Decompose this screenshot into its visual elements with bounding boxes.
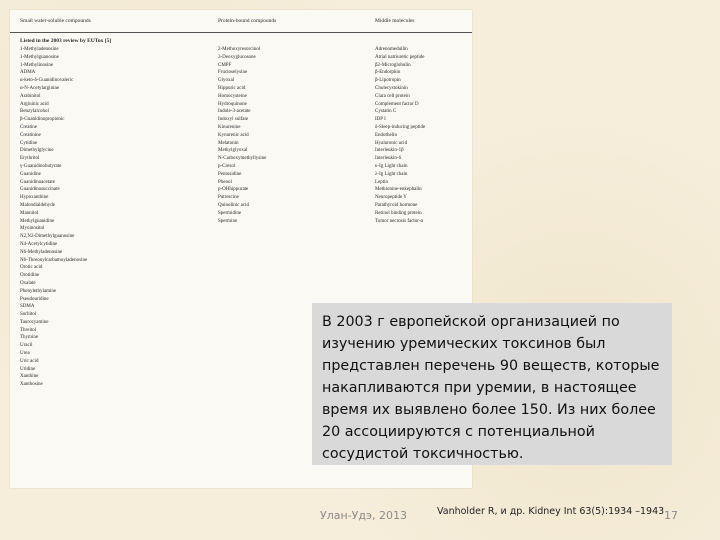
table-cell: Cholecystokinin — [375, 85, 408, 91]
table-cell: Indoxyl sulfate — [218, 117, 249, 123]
table-cell: Argininic acid — [20, 101, 49, 107]
header-small-water-soluble: Small water-soluble compounds — [20, 18, 91, 24]
table-cell: N2,N2-Dimethylguanosine — [20, 234, 75, 240]
table-cell: κ-Ig Light chain — [375, 163, 408, 169]
table-cell: Spermine — [218, 218, 238, 224]
table-cell: 3-Deoxyglucosone — [218, 54, 256, 60]
table-cell: β2-Microglobulin — [375, 62, 411, 68]
table-cell: 1-Methyladenosine — [20, 47, 59, 52]
table-cell: N6-Threonylcarbamoyladenosine — [20, 257, 88, 263]
info-text-box — [312, 303, 672, 465]
footer-reference: Vanholder R, и др. Kidney Int 63(5):1934 –1943 — [437, 506, 665, 517]
table-cell: δ-Sleep-inducing peptide — [375, 124, 426, 130]
table-cell: Sorbitol — [20, 312, 37, 318]
table-cell: Parathyroid hormone — [375, 202, 418, 208]
table-cell: Guanidinosuccinate — [20, 187, 60, 193]
table-cell: Xanthosine — [20, 382, 43, 388]
table-cell: Hypoxanthine — [20, 195, 49, 201]
table-cell: Complement factor D — [375, 101, 419, 107]
table-cell: N-Carboxymethyllysine — [218, 156, 267, 162]
table-cell: Uric acid — [20, 358, 39, 364]
table-cell: p-OHhippurate — [218, 187, 249, 193]
table-cell: Fructoselysine — [218, 70, 248, 76]
table-cell: Malondialdehyde — [20, 202, 55, 208]
table-cell: Myoinositol — [20, 226, 45, 232]
table-cell: Methionine-enkephalin — [375, 187, 422, 193]
table-cell: Retinol binding protein — [375, 210, 422, 216]
table-cell: α-keto-δ-Guanidinovaleric — [20, 78, 74, 84]
table-cell: Methylguanidine — [20, 218, 55, 224]
table-cell: Interleukin-6 — [375, 156, 402, 162]
header-protein-bound: Protein-bound compounds — [218, 18, 277, 24]
table-cell: Pseudouridine — [20, 296, 49, 302]
table-cell: Indole-3-acetate — [218, 109, 251, 115]
table-cell: Dimethylglycine — [20, 148, 54, 154]
table-cell: Adrenomedullin — [375, 47, 408, 52]
column-protein-bound — [218, 46, 266, 225]
table-cell: 1-Methylinosine — [20, 62, 54, 68]
table-cell: Melatonin — [218, 140, 239, 146]
table-cell: Neuropeptide Y — [375, 195, 407, 201]
table-cell: α-N-Acetylarginine — [20, 85, 60, 91]
table-cell: p-Cresol — [218, 163, 236, 169]
table-cell: β-Guanidinopropionic — [20, 117, 65, 123]
table-header — [10, 10, 472, 33]
table-cell: Threitol — [20, 327, 37, 333]
table-cell: Methylglyoxal — [218, 148, 248, 154]
table-cell: Mannitol — [20, 210, 39, 216]
table-section-label: Listed in the 2003 review by EUTox [5] — [20, 38, 112, 44]
table-cell: Atrial natriuretic peptide — [375, 54, 425, 60]
table-cell: Putrescine — [218, 195, 239, 201]
table-cell: Interleukin-1β — [375, 148, 404, 154]
table-cell: CMPF — [218, 62, 232, 68]
table-cell: Endothelin — [375, 132, 397, 138]
table-cell: Uracil — [20, 343, 33, 349]
table-cell: Creatinine — [20, 132, 41, 138]
table-cell: Pentosidine — [218, 171, 242, 177]
table-cell: Glyoxal — [218, 78, 235, 84]
table-cell: Clara cell protein — [375, 93, 410, 99]
table-cell: λ-Ig Light chain — [375, 171, 408, 177]
table-cell: γ-Guanidinobutyrate — [20, 163, 62, 169]
table-cell: Taurocyamine — [20, 319, 49, 325]
slide-number: 17 — [664, 509, 678, 522]
table-cell: Uridine — [20, 366, 36, 372]
table-cell: Orotic acid — [20, 265, 43, 271]
table-cell: β-Endorphin — [375, 70, 401, 76]
column-middle-molecules — [375, 46, 425, 225]
table-cell: Oxalate — [20, 280, 36, 286]
table-cell: Cystatin C — [375, 109, 397, 115]
table-cell: Kinurenine — [218, 124, 241, 130]
table-cell: Cytidine — [20, 140, 38, 146]
table-cell: Hydroquinone — [218, 101, 247, 107]
table-cell: Phenylethylamine — [20, 288, 57, 294]
table-cell: Tumor necrosis factor-α — [375, 218, 424, 224]
table-cell: Thymine — [20, 335, 39, 341]
table-cell: Homocysteine — [218, 93, 247, 99]
table-cell: Orotidine — [20, 273, 40, 279]
table-cell: Kynurenic acid — [218, 132, 249, 138]
table-cell: 2-Methoxyresorcinol — [218, 47, 261, 52]
table-cell: Xanthine — [20, 374, 39, 380]
table-cell: Arabinitol — [20, 93, 41, 99]
table-cell: Quinolinic acid — [218, 202, 249, 208]
table-cell: Creatine — [20, 124, 37, 130]
table-cell: Benzylalcohol — [20, 109, 49, 115]
footer-place: Улан-Удэ, 2013 — [320, 509, 407, 522]
table-cell: 1-Methylguanosine — [20, 54, 59, 60]
table-cell: N6-Methyladenosine — [20, 249, 63, 255]
table-cell: Hyaluronic acid — [375, 140, 408, 146]
table-cell: Guanidine — [20, 171, 41, 177]
table-cell: N4-Acetylcytidine — [20, 241, 58, 247]
table-cell: Spermidine — [218, 210, 242, 216]
table-cell: Erythritol — [20, 156, 40, 162]
header-middle-molecules: Middle molecules — [375, 18, 415, 24]
table-cell: IDP I — [375, 117, 386, 123]
table-cell: β-Lipotropin — [375, 78, 401, 84]
table-cell: Hippuric acid — [218, 85, 246, 91]
table-cell: Guanidinoacetate — [20, 179, 55, 185]
column-small-water-soluble — [20, 46, 87, 389]
table-cell: Leptin — [375, 179, 389, 185]
table-cell: SDMA — [20, 304, 35, 310]
table-cell: Urea — [20, 351, 30, 357]
info-text: В 2003 г европейской организацией по изучению уремических токсинов был представлен перечень 90 веществ, которые накапливаются при уремии, в настоящее время их выявлено более 150. Из них более 20 ассоциируются с потенциальной сосудистой токсичностью. — [322, 314, 660, 462]
table-cell: Phenol — [218, 179, 232, 185]
table-cell: ADMA — [20, 70, 36, 76]
